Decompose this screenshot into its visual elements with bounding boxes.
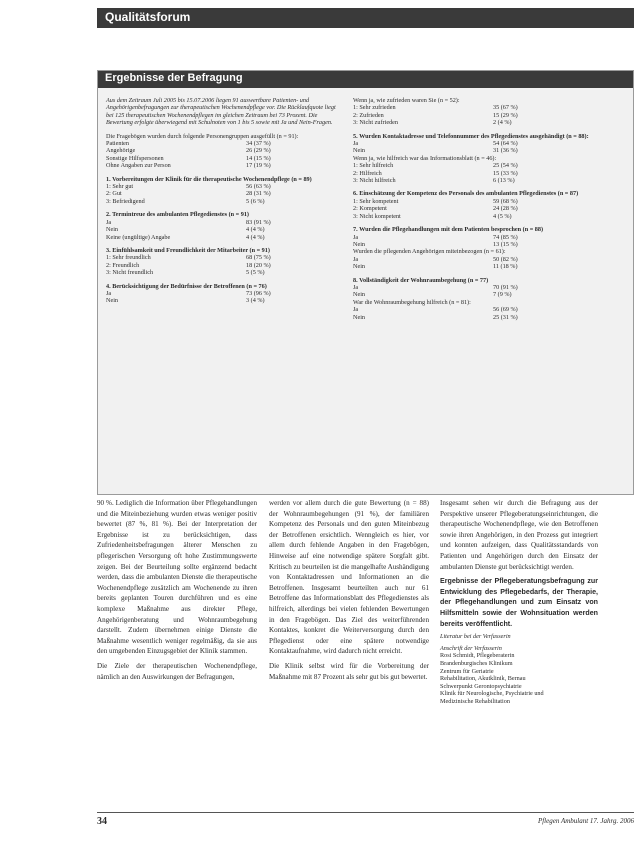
result-value: 5 (5 %) [246, 269, 265, 277]
result-label: 2: Hilfreich [353, 169, 382, 177]
result-value: 4 (4 %) [246, 233, 265, 241]
result-section-title: 1. Vorbereitungen der Klinik für die therapeutische Wochenendpflege (n = 89) [106, 175, 312, 183]
result-value: 5 (6 %) [246, 197, 265, 205]
result-label: 3: Befriedigend [106, 197, 145, 205]
result-value: 28 (31 %) [246, 190, 271, 198]
result-row [353, 256, 589, 263]
body-paragraph: Die Ziele der therapeutischen Wochenendpflege, nämlich an den Auswirkungen der Befragungen, [97, 661, 257, 681]
result-label: 3: Nicht zufrieden [353, 119, 399, 127]
result-label: War die Wohnraumbegehung hilfreich (n = 81): [353, 298, 471, 306]
result-row [106, 226, 342, 233]
author-line: Schwerpunkt Gerontopsychiatrie [440, 682, 522, 690]
author-line: Medizinische Rehabilitation [440, 697, 510, 705]
author-heading: Anschrift der Verfasserin [440, 644, 502, 652]
page-footer [97, 812, 634, 827]
article-column-1 [97, 498, 257, 686]
body-paragraph: 90 %. Lediglich die Information über Pflegehandlungen und die Miteinbeziehung wurden etwas weniger positiv bewertet (87 %, 81 %). Bei der Interpretation der Ergebnisse ist zu berücksichtigen, dass Zufriedenheitsbefragungen älterer Menschen zu pflegerischen Versorgung oft hohe Zustimmungswerte zeigen. Bei der Beurteilung sollte ergänzend bedacht werden, dass die ambulanten Dienste die therapeutische Wochenendpflege zusätzlich am Wochenende zu ihren bereits geplanten Touren durchführen und es eine komplexe Maßnahme aus direkter Pflege, Angehörigenberatung und Wohnraumbegehung darstellt. Zudem übernehmen einige Dienste die Maßnahme wesentlich weniger regelmäßig, da sie aus den umgebenden Einzugsgebiet der Klinik stammen. [97, 499, 257, 656]
result-section-title: 7. Wurden die Pflegehandlungen mit dem Patienten besprochen (n = 88) [353, 226, 544, 234]
result-label: Ja [353, 255, 359, 263]
result-label: Ohne Angaben zur Person [106, 162, 171, 170]
result-value: 18 (20 %) [246, 261, 271, 269]
result-row [106, 234, 342, 241]
result-label: Wenn ja, wie hilfreich war das Informationsblatt (n = 46): [353, 154, 497, 162]
respondent-groups [106, 133, 342, 170]
result-section [106, 247, 342, 277]
result-section-title: 2. Termintreue des ambulanten Pflegedienstes (n = 91) [106, 211, 249, 219]
body-paragraph: Insgesamt sehen wir durch die Befragung aus der Perspektive unserer Pflegeberatungseinrichtungen, die therapeutische Wochenendpflege, wie den Betroffenen sowie ihren Angehörigen, in den Prozess gut integriert und konnten aufzeigen, dass Qualitätsstandards von Patienten und Angehörigen durch den Einsatz der ambulanten Dienste gut berücksichtigt werden. [440, 499, 598, 571]
result-value: 7 (9 %) [493, 291, 512, 299]
result-value: 74 (85 %) [493, 233, 518, 241]
article-column-2 [269, 498, 429, 686]
result-value: 59 (68 %) [493, 197, 518, 205]
page-number: 34 [97, 816, 107, 827]
section-header-bar [97, 8, 634, 28]
result-value: 15 (29 %) [493, 111, 518, 119]
result-label: 3: Nicht kompetent [353, 212, 401, 220]
literature-note: Literatur bei der Verfasserin [440, 633, 511, 641]
result-section-title: 3. Einfühlsamkeit und Freundlichkeit der Mitarbeiter (n = 91) [106, 246, 270, 254]
result-label: Ja [353, 140, 359, 148]
result-section [106, 176, 342, 206]
result-row [353, 198, 589, 205]
result-value: 70 (91 %) [493, 283, 518, 291]
result-row [106, 198, 342, 205]
result-row [353, 119, 589, 126]
result-label: Ja [106, 289, 112, 297]
section-title: Qualitätsforum [105, 10, 191, 24]
result-value: 17 (19 %) [246, 162, 271, 170]
result-value: 56 (69 %) [493, 306, 518, 314]
journal-name: Pflegen Ambulant 17. Jahrg. 2006 [537, 817, 634, 825]
result-label: Nein [353, 291, 366, 299]
result-row [106, 162, 342, 169]
results-box-title: Ergebnisse der Befragung [105, 72, 243, 84]
result-section [353, 226, 589, 270]
result-label: Nein [106, 297, 119, 305]
result-label: Nein [353, 313, 366, 321]
result-value: 68 (75 %) [246, 254, 271, 262]
result-value: 56 (63 %) [246, 183, 271, 191]
result-row [353, 162, 589, 169]
result-row [353, 234, 589, 241]
result-row [353, 213, 589, 220]
result-label: Nein [353, 147, 366, 155]
result-value: 26 (29 %) [246, 147, 271, 155]
result-label: Patienten [106, 140, 130, 148]
result-value: 13 (15 %) [493, 240, 518, 248]
result-value: 50 (82 %) [493, 255, 518, 263]
result-label: 3: Nicht hilfreich [353, 177, 396, 185]
result-row [353, 155, 589, 162]
result-section [353, 133, 589, 185]
result-label: Nein [353, 263, 366, 271]
result-row [106, 262, 342, 269]
result-value: 11 (18 %) [493, 263, 518, 271]
result-row [353, 314, 589, 321]
result-row [106, 297, 342, 304]
result-section [353, 97, 589, 127]
result-row [353, 291, 589, 298]
result-section [353, 277, 589, 321]
result-row [106, 183, 342, 190]
result-value: 6 (13 %) [493, 177, 515, 185]
result-label: Sonstige Hilfspersonen [106, 154, 164, 162]
result-label: Ja [106, 218, 112, 226]
result-value: 15 (33 %) [493, 169, 518, 177]
result-row [106, 219, 342, 226]
respondent-groups-title: Die Fragebögen wurden durch folgende Personengruppen ausgefüllt (n = 91): [106, 132, 299, 140]
result-section [106, 211, 342, 241]
result-value: 14 (15 %) [246, 154, 271, 162]
result-row [353, 104, 589, 111]
body-paragraph: Die Klinik selbst wird für die Vorbereitung der Maßnahme mit 87 Prozent als sehr gut bis gut bewertet. [269, 661, 429, 681]
result-row [353, 177, 589, 184]
result-row [106, 140, 342, 147]
result-value: 4 (4 %) [246, 226, 265, 234]
result-row [106, 254, 342, 261]
results-left-column [106, 97, 342, 311]
result-section [106, 283, 342, 305]
results-right-column [353, 97, 589, 327]
result-value: 25 (31 %) [493, 313, 518, 321]
result-section-title: Wenn ja, wie zufrieden waren Sie (n = 52): [353, 97, 460, 104]
article-column-3 [440, 498, 598, 705]
result-label: 2: Gut [106, 190, 122, 198]
body-paragraph: werden vor allem durch die gute Bewertung (n = 88) der Wohnraumbegehungen (91 %), der familiären Kompetenz des Personals und den guten Miteinbezug der Betroffenen ersichtlich. Wenngleich es hier, vor allem durch fehlende Angaben in den Fragebögen, Hinweise auf eine notwendige spätere Sorgfalt gibt. Kritisch zu beurteilen ist die mangelhafte Aushändigung von Kontaktadressen und Informationen an die Betroffenen. Insgesamt beurteilten auch nur 61 Betroffene das Informationsblatt des Pflegedienstes als hilfreich, allerdings bei vielen fehlenden Bewertungen in den Fragebögen. Das Ziel des weiterführenden Kontaktes, konkret die Weiterversorgung durch den Pflegedienst oder eine spätere notwendige Kontaktaufnahme, wird dadurch nicht erreicht. [269, 499, 429, 656]
result-label: Ja [353, 306, 359, 314]
result-row [106, 190, 342, 197]
result-section-title: 5. Wurden Kontaktadresse und Telefonnummer des Pflegedienstes ausgehändigt (n = 88): [353, 132, 589, 140]
author-line: Rehabilitation, Akutklinik, Bernau [440, 675, 526, 683]
result-value: 3 (4 %) [246, 297, 265, 305]
result-row [353, 248, 589, 255]
result-label: Keine (ungültige) Angabe [106, 233, 171, 241]
result-label: 1: Sehr kompetent [353, 197, 399, 205]
result-value: 31 (36 %) [493, 147, 518, 155]
result-row [353, 140, 589, 147]
author-address [440, 645, 598, 706]
author-line: Zentrum für Geriatrie [440, 667, 494, 675]
result-label: 2: Kompetent [353, 205, 387, 213]
result-row [353, 263, 589, 270]
result-label: Nein [106, 226, 119, 234]
result-label: Ja [353, 233, 359, 241]
result-row [353, 241, 589, 248]
result-label: Angehörige [106, 147, 136, 155]
result-value: 54 (64 %) [493, 140, 518, 148]
result-value: 4 (5 %) [493, 212, 512, 220]
author-line: Klinik für Neurologische, Psychiatrie und [440, 690, 544, 698]
result-label: Wurden die pflegenden Angehörigen miteinbezogen (n = 61): [353, 248, 506, 256]
result-label: 2: Freundlich [106, 261, 140, 269]
result-label: 1: Sehr zufrieden [353, 104, 396, 112]
result-row [353, 170, 589, 177]
result-section-title: 6. Einschätzung der Kompetenz des Personals des ambulanten Pflegedienstes (n = 87) [353, 190, 579, 198]
result-row [106, 269, 342, 276]
results-intro: Aus dem Zeitraum Juli 2005 bis 15.07.2006 liegen 91 auswertbare Patienten- und Angehörigenbefragungen zur therapeutischen Wochenendpflege vor. Die Rücklaufquote liegt bei 125 therapeutischen Wochenendpflegen im gleichen Zeitraum bei 73 Prozent. Die Bewertung erfolgte überwiegend mit Schulnoten von 1 bis 5 sowie mit Ja und Nein-Fragen. [106, 97, 336, 127]
result-row [106, 147, 342, 154]
author-line: Brandenburgisches Klinikum [440, 659, 513, 667]
results-box-header [98, 71, 633, 88]
result-label: 2: Zufrieden [353, 111, 384, 119]
result-row [106, 290, 342, 297]
result-value: 25 (54 %) [493, 162, 518, 170]
result-row [353, 284, 589, 291]
author-line: Rosi Schmidt, Pflegeberaterin [440, 652, 515, 660]
result-value: 73 (96 %) [246, 289, 271, 297]
result-value: 83 (91 %) [246, 218, 271, 226]
result-label: 3: Nicht freundlich [106, 269, 154, 277]
result-label: 1: Sehr freundlich [106, 254, 151, 262]
result-section-title: 4. Berücksichtigung der Bedürfnisse der Betroffenen (n = 76) [106, 282, 267, 290]
result-value: 24 (28 %) [493, 205, 518, 213]
result-row [106, 155, 342, 162]
result-value: 35 (67 %) [493, 104, 518, 112]
results-box [97, 70, 634, 495]
result-value: 34 (37 %) [246, 140, 271, 148]
result-section [353, 190, 589, 220]
result-row [353, 205, 589, 212]
result-label: 1: Sehr gut [106, 183, 134, 191]
result-row [353, 306, 589, 313]
result-label: Nein [353, 240, 366, 248]
result-section-title: 8. Vollständigkeit der Wohnraumbegehung (n = 77) [353, 276, 489, 284]
result-label: 1: Sehr hilfreich [353, 162, 394, 170]
result-value: 2 (4 %) [493, 119, 512, 127]
summary-paragraph: Ergebnisse der Pflegeberatungsbefragung zur Entwicklung des Pflegebedarfs, der Therapie, der Pflegehandlungen und zum Einsatz von Hilfsmitteln sowie der Wohnsituation werden bereits veröffentlicht. [440, 577, 598, 628]
result-row [353, 299, 589, 306]
result-row [353, 112, 589, 119]
result-row [353, 147, 589, 154]
result-label: Ja [353, 283, 359, 291]
